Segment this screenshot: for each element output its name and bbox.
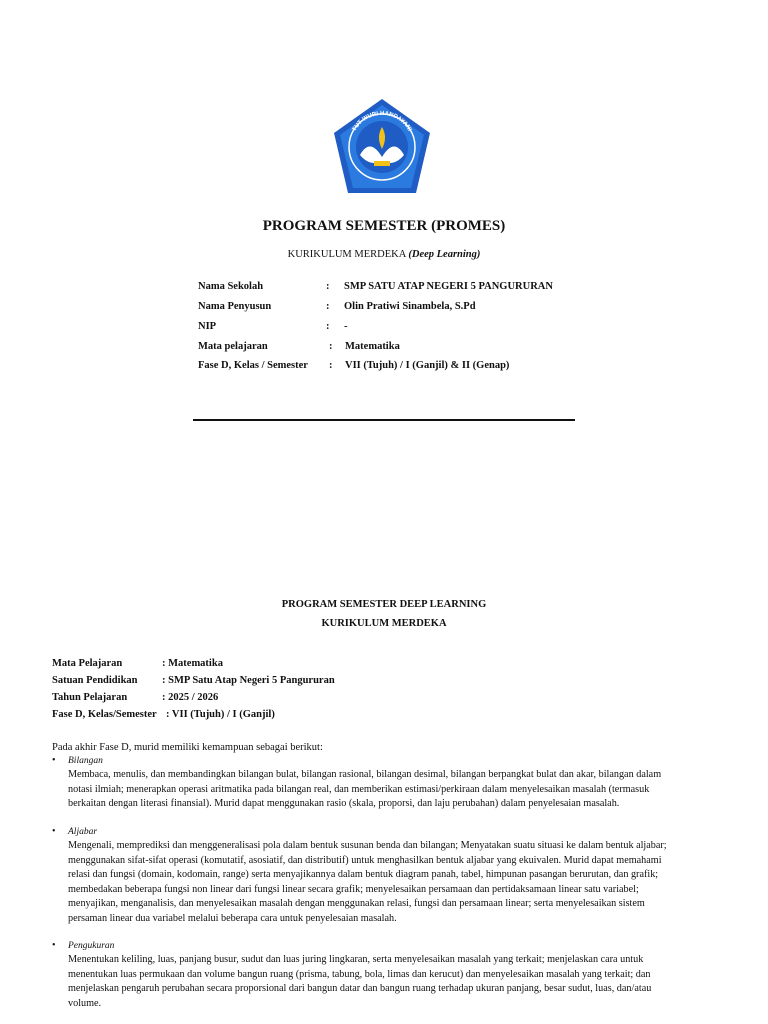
section-heading-1: PROGRAM SEMESTER DEEP LEARNING (281, 599, 487, 610)
logo-motto: TUT WURI HANDAYANI (351, 110, 413, 133)
body-line: Membaca, menulis, dan membandingkan bilangan bulat, bilangan rasional, bilangan desimal, bilangan berpangkat bulat dan akar, bilangan dalam (68, 769, 662, 780)
body-line: volume. (68, 997, 102, 1009)
section-heading: Pengukuran (68, 941, 115, 951)
section-heading: Aljabar (68, 827, 98, 837)
meta-value: : 2025 / 2026 (162, 692, 219, 703)
identity-colon: : (326, 281, 330, 292)
identity-value: Matematika (345, 341, 400, 352)
page-subtitle (0, 249, 768, 260)
book-icon (374, 161, 390, 166)
body-line: Mengenali, memprediksi dan menggeneralisasi pola dalam bentuk susunan benda dan bilangan; Menyatakan suatu situasi ke dalam bentuk aljabar; (68, 840, 667, 851)
identity-label: Nama Penyusun (198, 301, 272, 312)
identity-label: Nama Sekolah (198, 281, 264, 292)
meta-row-school (52, 675, 335, 686)
body-line: berkaitan dengan literasi finansial). Murid dapat menggunakan rasio (skala, proporsi, dan laju perubahan) dalam penyelesaian masalah. (68, 798, 620, 810)
body-line: menggunakan sifat-sifat operasi (komutatif, asosiatif, dan distributif) untuk menghasilkan bentuk aljabar yang ekuivalen. Murid dapat memahami (68, 854, 662, 866)
meta-label: Mata Pelajaran (52, 658, 123, 669)
body-line: persaman linear dua variabel melalui beberapa cara untuk penyelesaian masalah. (68, 912, 397, 924)
section-body (68, 768, 716, 812)
tut-wuri-handayani-logo (330, 97, 434, 197)
bullet-icon: • (52, 940, 56, 951)
meta-value: : SMP Satu Atap Negeri 5 Pangururan (162, 675, 335, 686)
identity-value: Olin Pratiwi Sinambela, S.Pd (344, 301, 476, 312)
meta-row-subject (52, 658, 223, 669)
meta-row-phase (52, 709, 275, 720)
identity-label: NIP (198, 321, 217, 332)
section-heading: Bilangan (68, 756, 103, 766)
meta-value: : VII (Tujuh) / I (Ganjil) (166, 709, 275, 720)
bullet-icon: • (52, 755, 56, 766)
meta-value: : Matematika (162, 658, 223, 669)
body-line: Menentukan keliling, luas, panjang busur, sudut dan luas juring lingkaran, serta menyelesaikan masalah yang terkait; menjelaskan cara untuk (68, 954, 644, 965)
subtitle-prefix: KURIKULUM MERDEKA (287, 249, 406, 260)
cover-divider (193, 419, 575, 421)
meta-row-year (52, 692, 219, 703)
body-line: menentukan luas permukaan dan volume bangun ruang (prisma, tabung, bola, limas dan kerucut) dan menyelesaikan masalah yang terkait; dan (68, 968, 651, 980)
identity-colon: : (329, 360, 333, 371)
meta-label: Fase D, Kelas/Semester (52, 709, 157, 720)
section-body (68, 953, 716, 1011)
identity-colon: : (329, 341, 333, 352)
identity-value: VII (Tujuh) / I (Ganjil) & II (Genap) (345, 360, 510, 371)
meta-label: Satuan Pendidikan (52, 675, 138, 686)
identity-value: - (344, 321, 348, 332)
meta-label: Tahun Pelajaran (52, 692, 128, 703)
body-line: relasi dan fungsi (domain, kodomain, range) serta menyajikannya dalam bentuk diagram panah, tabel, himpunan pasangan berurutan, dan grafik; (68, 869, 659, 881)
body-line: menjelaskan pengaruh perubahan secara proporsional dari bangun datar dan bangun ruang terhadap ukuran panjang, besar sudut, luas, dan/atau (68, 983, 652, 995)
identity-label: Fase D, Kelas / Semester (198, 360, 308, 371)
section-body (68, 839, 716, 927)
subtitle-italic: (Deep Learning) (408, 249, 481, 260)
identity-colon: : (326, 321, 330, 332)
bullet-icon: • (52, 826, 56, 837)
identity-label: Mata pelajaran (198, 341, 268, 352)
intro-text: Pada akhir Fase D, murid memiliki kemampuan sebagai berikut: (52, 742, 323, 753)
section-heading-2: KURIKULUM MERDEKA (321, 618, 447, 629)
identity-colon: : (326, 301, 330, 312)
body-line: membedakan beberapa fungsi non linear dari fungsi linear secara grafik; menyelesaikan persamaan dan pertidaksamaan linear satu variabel; (68, 883, 639, 895)
page-title: PROGRAM SEMESTER (PROMES) (262, 218, 506, 234)
identity-value: SMP SATU ATAP NEGERI 5 PANGURURAN (344, 281, 553, 292)
body-line: notasi ilmiah; menerapkan operasi aritmatika pada bilangan real, dan memberikan estimasi/perkiraan dalam menyelesaikan masalah (termasuk (68, 783, 650, 795)
body-line: menyajikan, menganalisis, dan menyelesaikan masalah dengan menggunakan relasi, fungsi dan persamaan linear; serta menyelesaikan sistem (68, 898, 645, 910)
